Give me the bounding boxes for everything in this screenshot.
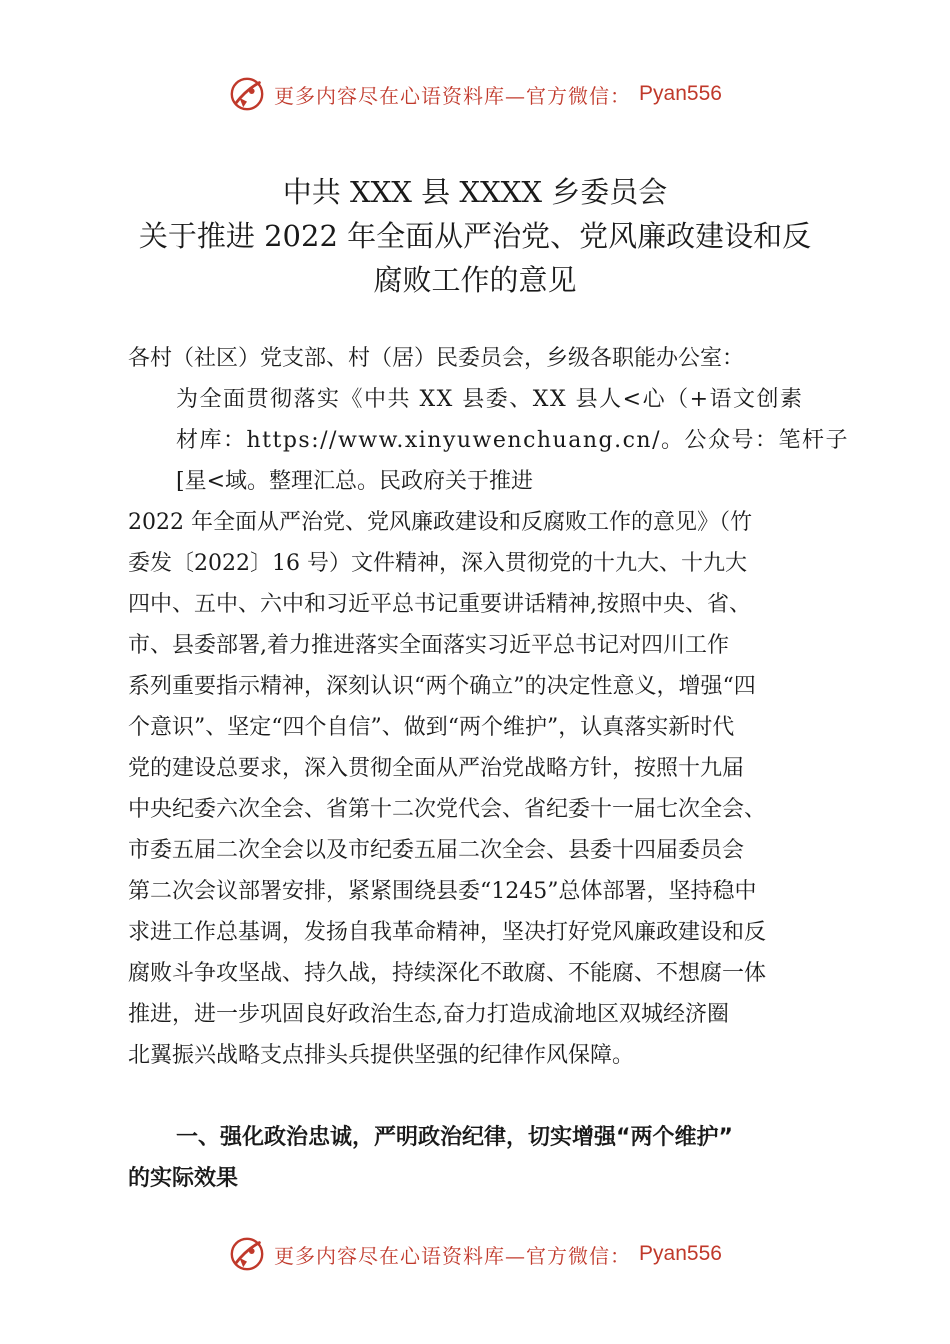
banner-text: 更多内容尽在心语资料库—官方微信： [274,83,632,108]
pen-brush-logo-icon [228,75,266,113]
body-line: 系列重要指示精神，深刻认识“两个确立”的决定性意义，增强“四 [128,674,756,699]
body-line: 委发〔2022〕16 号）文件精神，深入贯彻党的十九大、十九大 [128,551,747,576]
body-line [128,1076,843,1117]
section-heading-1-cont: 的实际效果 [128,1166,239,1191]
document-title [90,170,860,302]
body-line: [星<域。整理汇总。民政府关于推进 [176,469,534,494]
body-line: 腐败斗争攻坚战、持久战，持续深化不敢腐、不能腐、不想腐一体 [128,961,767,986]
body-line: 市、县委部署,着力推进落实全面落实习近平总书记对四川工作 [128,633,729,658]
body-line: 四中、五中、六中和习近平总书记重要讲话精神,按照中央、省、 [128,592,751,617]
body-line: 为全面贯彻落实《中共 XX 县委、XX 县人<心（+语文创素 [176,387,804,412]
pen-brush-logo-icon [228,1235,266,1273]
title-line-3: 腐败工作的意见 [373,263,577,297]
body-line: 2022 年全面从严治党、党风廉政建设和反腐败工作的意见》（竹 [128,510,752,535]
title-line-2: 关于推进 2022 年全面从严治党、党风廉政建设和反 [138,219,812,253]
body-line: 中央纪委六次全会、省第十二次党代会、省纪委十一届七次全会、 [128,797,767,822]
body-line: 第二次会议部署安排，紧紧围绕县委“1245”总体部署，坚持稳中 [128,879,757,904]
banner-wechat-id: Pyan556 [639,82,722,105]
section-heading-1: 一、强化政治忠诚，严明政治纪律，切实增强“两个维护” [176,1125,733,1150]
footer-banner [0,1232,950,1276]
banner-wechat-id: Pyan556 [639,1242,722,1265]
body-line: 推进，进一步巩固良好政治生态,奋力打造成渝地区双城经济圈 [128,1002,729,1027]
body-line: 个意识”、坚定“四个自信”、做到“两个维护”，认真落实新时代 [128,715,735,740]
title-line-1: 中共 XXX 县 XXXX 乡委员会 [282,175,668,209]
body-line: 党的建设总要求，深入贯彻全面从严治党战略方针，按照十九届 [128,756,745,781]
body-line: 求进工作总基调，发扬自我革命精神，坚决打好党风廉政建设和反 [128,920,767,945]
body-line: 材库：https://www.xinyuwenchuang.cn/。公众号：笔杆子 [176,428,849,453]
banner-text: 更多内容尽在心语资料库—官方微信： [274,1243,632,1268]
address-line: 各村（社区）党支部、村（居）民委员会，乡级各职能办公室： [128,346,745,371]
body-line: 北翼振兴战略支点排头兵提供坚强的纪律作风保障。 [128,1043,635,1068]
header-banner [0,72,950,116]
body-line: 市委五届二次全会以及市纪委五届二次全会、县委十四届委员会 [128,838,745,863]
document-body [128,338,849,1199]
